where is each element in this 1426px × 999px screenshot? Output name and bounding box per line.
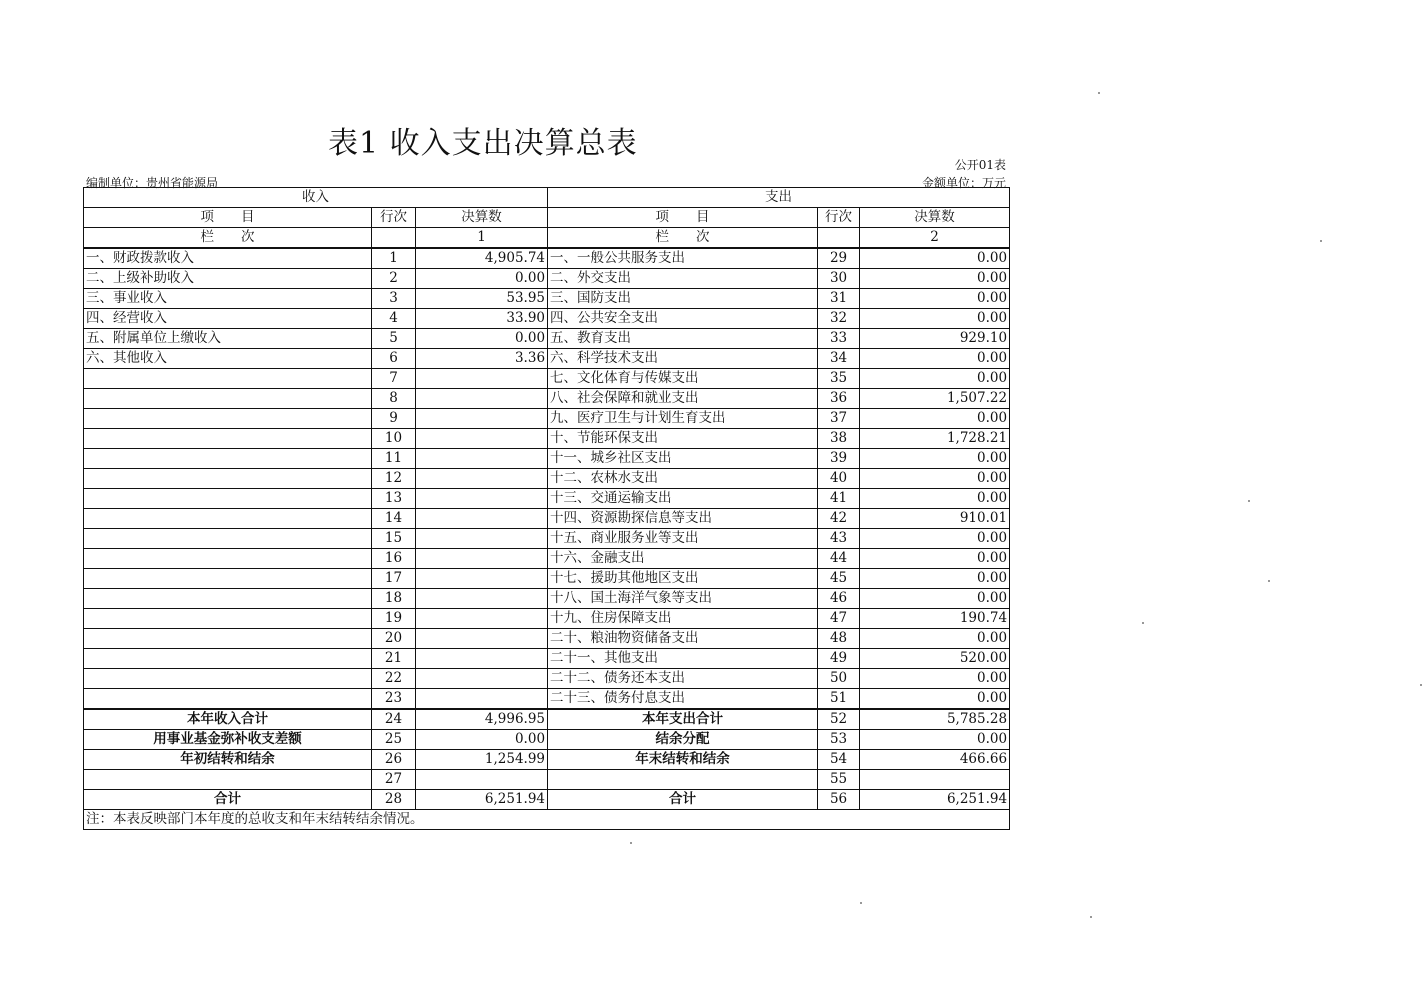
income-item bbox=[84, 509, 372, 529]
expense-amount: 1,728.21 bbox=[860, 429, 1010, 449]
expense-amount: 0.00 bbox=[860, 369, 1010, 389]
expense-amount: 0.00 bbox=[860, 549, 1010, 569]
summary-row bbox=[84, 770, 1010, 790]
table-row bbox=[84, 529, 1010, 549]
income-row-no: 5 bbox=[372, 329, 416, 349]
expense-section-header: 支出 bbox=[548, 188, 1010, 208]
expense-row-no: 29 bbox=[818, 248, 860, 269]
income-row-no: 27 bbox=[372, 770, 416, 790]
expense-item: 五、教育支出 bbox=[548, 329, 818, 349]
expense-item: 七、文化体育与传媒支出 bbox=[548, 369, 818, 389]
expense-item: 十四、资源勘探信息等支出 bbox=[548, 509, 818, 529]
table-row bbox=[84, 248, 1010, 269]
income-row-no: 9 bbox=[372, 409, 416, 429]
scan-speck bbox=[1248, 500, 1250, 502]
expense-amount: 0.00 bbox=[860, 449, 1010, 469]
expense-row-no: 45 bbox=[818, 569, 860, 589]
expense-amount: 1,507.22 bbox=[860, 389, 1010, 409]
expense-amount: 0.00 bbox=[860, 689, 1010, 710]
income-item bbox=[84, 569, 372, 589]
income-amount: 6,251.94 bbox=[416, 790, 548, 810]
scan-speck bbox=[1420, 684, 1422, 686]
expense-item: 十二、农林水支出 bbox=[548, 469, 818, 489]
expense-amount: 0.00 bbox=[860, 349, 1010, 369]
income-row-no: 24 bbox=[372, 709, 416, 730]
form-code: 公开01表 bbox=[954, 158, 1006, 172]
expense-item: 三、国防支出 bbox=[548, 289, 818, 309]
income-amount bbox=[416, 529, 548, 549]
income-amount bbox=[416, 549, 548, 569]
summary-row bbox=[84, 790, 1010, 810]
income-item: 三、事业收入 bbox=[84, 289, 372, 309]
expense-row-no-header: 行次 bbox=[818, 208, 860, 228]
table-row bbox=[84, 669, 1010, 689]
expense-amount: 0.00 bbox=[860, 469, 1010, 489]
income-amount-header: 决算数 bbox=[416, 208, 548, 228]
income-row-no: 1 bbox=[372, 248, 416, 269]
expense-item: 十、节能环保支出 bbox=[548, 429, 818, 449]
income-amount bbox=[416, 629, 548, 649]
expense-amount: 466.66 bbox=[860, 750, 1010, 770]
expense-item: 二十、粮油物资储备支出 bbox=[548, 629, 818, 649]
expense-item: 本年支出合计 bbox=[548, 709, 818, 730]
expense-item: 年末结转和结余 bbox=[548, 750, 818, 770]
scan-speck bbox=[1090, 916, 1092, 918]
table-row bbox=[84, 429, 1010, 449]
expense-row-no: 52 bbox=[818, 709, 860, 730]
expense-row-no: 31 bbox=[818, 289, 860, 309]
expense-item: 十七、援助其他地区支出 bbox=[548, 569, 818, 589]
table-row bbox=[84, 309, 1010, 329]
income-item bbox=[84, 529, 372, 549]
table-row bbox=[84, 689, 1010, 710]
expense-item: 一、一般公共服务支出 bbox=[548, 248, 818, 269]
column-number-row bbox=[84, 228, 1010, 249]
summary-row bbox=[84, 750, 1010, 770]
expense-row-no: 44 bbox=[818, 549, 860, 569]
expense-row-no: 41 bbox=[818, 489, 860, 509]
income-item bbox=[84, 589, 372, 609]
expense-item: 六、科学技术支出 bbox=[548, 349, 818, 369]
expense-item: 四、公共安全支出 bbox=[548, 309, 818, 329]
income-item bbox=[84, 469, 372, 489]
expense-row-no: 49 bbox=[818, 649, 860, 669]
expense-item: 二、外交支出 bbox=[548, 269, 818, 289]
income-item-header: 项 目 bbox=[84, 208, 372, 228]
expense-item: 合计 bbox=[548, 790, 818, 810]
expense-item: 十一、城乡社区支出 bbox=[548, 449, 818, 469]
income-item bbox=[84, 449, 372, 469]
expense-amount: 0.00 bbox=[860, 589, 1010, 609]
expense-item: 十五、商业服务业等支出 bbox=[548, 529, 818, 549]
expense-row-no: 48 bbox=[818, 629, 860, 649]
summary-row bbox=[84, 709, 1010, 730]
expense-amount: 0.00 bbox=[860, 409, 1010, 429]
expense-item: 八、社会保障和就业支出 bbox=[548, 389, 818, 409]
expense-row-no: 37 bbox=[818, 409, 860, 429]
table-row bbox=[84, 629, 1010, 649]
income-amount bbox=[416, 449, 548, 469]
expense-item: 结余分配 bbox=[548, 730, 818, 750]
expense-amount: 0.00 bbox=[860, 629, 1010, 649]
expense-row-no: 38 bbox=[818, 429, 860, 449]
income-row-no: 3 bbox=[372, 289, 416, 309]
income-item bbox=[84, 429, 372, 449]
income-row-no-blank bbox=[372, 228, 416, 249]
income-item bbox=[84, 629, 372, 649]
income-amount bbox=[416, 489, 548, 509]
income-row-no-header: 行次 bbox=[372, 208, 416, 228]
income-item bbox=[84, 669, 372, 689]
table-row bbox=[84, 649, 1010, 669]
income-row-no: 2 bbox=[372, 269, 416, 289]
expense-row-no: 32 bbox=[818, 309, 860, 329]
income-item: 一、财政拨款收入 bbox=[84, 248, 372, 269]
expense-amount: 0.00 bbox=[860, 529, 1010, 549]
column-header-row bbox=[84, 208, 1010, 228]
income-item: 本年收入合计 bbox=[84, 709, 372, 730]
scan-speck bbox=[1268, 580, 1270, 582]
expense-amount: 0.00 bbox=[860, 569, 1010, 589]
income-item bbox=[84, 409, 372, 429]
table-row bbox=[84, 389, 1010, 409]
scan-speck bbox=[1098, 92, 1100, 94]
expense-item: 十九、住房保障支出 bbox=[548, 609, 818, 629]
table-note: 注：本表反映部门本年度的总收支和年末结转结余情况。 bbox=[84, 810, 1010, 830]
table-row bbox=[84, 569, 1010, 589]
expense-item: 十八、国土海洋气象等支出 bbox=[548, 589, 818, 609]
table-row bbox=[84, 369, 1010, 389]
income-row-no: 8 bbox=[372, 389, 416, 409]
expense-row-no: 53 bbox=[818, 730, 860, 750]
expense-amount: 0.00 bbox=[860, 489, 1010, 509]
income-amount bbox=[416, 770, 548, 790]
expense-row-no: 42 bbox=[818, 509, 860, 529]
income-row-no: 15 bbox=[372, 529, 416, 549]
income-row-no: 21 bbox=[372, 649, 416, 669]
table-row bbox=[84, 269, 1010, 289]
expense-amount: 0.00 bbox=[860, 730, 1010, 750]
expense-item: 二十一、其他支出 bbox=[548, 649, 818, 669]
income-item bbox=[84, 369, 372, 389]
table-row bbox=[84, 549, 1010, 569]
income-row-no: 6 bbox=[372, 349, 416, 369]
income-amount bbox=[416, 509, 548, 529]
expense-row-no: 50 bbox=[818, 669, 860, 689]
income-amount bbox=[416, 389, 548, 409]
income-item bbox=[84, 389, 372, 409]
income-row-no: 18 bbox=[372, 589, 416, 609]
expense-amount: 0.00 bbox=[860, 669, 1010, 689]
compiler-unit: 编制单位：贵州省能源局 bbox=[86, 176, 219, 190]
summary-row bbox=[84, 730, 1010, 750]
table-row bbox=[84, 449, 1010, 469]
income-amount bbox=[416, 649, 548, 669]
income-amount bbox=[416, 429, 548, 449]
income-item: 五、附属单位上缴收入 bbox=[84, 329, 372, 349]
expense-amount-header: 决算数 bbox=[860, 208, 1010, 228]
expense-row-no: 54 bbox=[818, 750, 860, 770]
expense-column-label: 栏 次 bbox=[548, 228, 818, 249]
expense-amount: 0.00 bbox=[860, 248, 1010, 269]
table-row bbox=[84, 349, 1010, 369]
expense-item: 二十三、债务付息支出 bbox=[548, 689, 818, 710]
expense-amount: 910.01 bbox=[860, 509, 1010, 529]
income-column-label: 栏 次 bbox=[84, 228, 372, 249]
expense-row-no: 34 bbox=[818, 349, 860, 369]
income-column-number: 1 bbox=[416, 228, 548, 249]
table-row bbox=[84, 289, 1010, 309]
scan-speck bbox=[1142, 622, 1144, 624]
income-row-no: 4 bbox=[372, 309, 416, 329]
income-item: 合计 bbox=[84, 790, 372, 810]
expense-row-no: 40 bbox=[818, 469, 860, 489]
table-row bbox=[84, 609, 1010, 629]
income-row-no: 28 bbox=[372, 790, 416, 810]
expense-item: 二十二、债务还本支出 bbox=[548, 669, 818, 689]
income-row-no: 25 bbox=[372, 730, 416, 750]
expense-column-number: 2 bbox=[860, 228, 1010, 249]
expense-amount: 0.00 bbox=[860, 309, 1010, 329]
expense-amount: 929.10 bbox=[860, 329, 1010, 349]
income-item bbox=[84, 770, 372, 790]
expense-row-no: 51 bbox=[818, 689, 860, 710]
income-row-no: 20 bbox=[372, 629, 416, 649]
expense-amount bbox=[860, 770, 1010, 790]
income-row-no: 14 bbox=[372, 509, 416, 529]
income-row-no: 19 bbox=[372, 609, 416, 629]
income-item bbox=[84, 609, 372, 629]
amount-unit: 金额单位：万元 bbox=[921, 176, 1006, 190]
income-amount bbox=[416, 569, 548, 589]
expense-item: 九、医疗卫生与计划生育支出 bbox=[548, 409, 818, 429]
income-item: 用事业基金弥补收支差额 bbox=[84, 730, 372, 750]
expense-item: 十三、交通运输支出 bbox=[548, 489, 818, 509]
income-item bbox=[84, 489, 372, 509]
income-row-no: 11 bbox=[372, 449, 416, 469]
income-item: 四、经营收入 bbox=[84, 309, 372, 329]
expense-row-no: 36 bbox=[818, 389, 860, 409]
table-row bbox=[84, 329, 1010, 349]
income-item bbox=[84, 689, 372, 710]
expense-row-no: 35 bbox=[818, 369, 860, 389]
expense-row-no: 56 bbox=[818, 790, 860, 810]
income-row-no: 10 bbox=[372, 429, 416, 449]
expense-item-header: 项 目 bbox=[548, 208, 818, 228]
income-amount bbox=[416, 469, 548, 489]
income-section-header: 收入 bbox=[84, 188, 548, 208]
expense-row-no-blank bbox=[818, 228, 860, 249]
table-row bbox=[84, 589, 1010, 609]
expense-item: 十六、金融支出 bbox=[548, 549, 818, 569]
income-amount bbox=[416, 609, 548, 629]
scan-speck bbox=[1320, 240, 1322, 242]
expense-amount: 0.00 bbox=[860, 269, 1010, 289]
expense-amount: 6,251.94 bbox=[860, 790, 1010, 810]
income-row-no: 26 bbox=[372, 750, 416, 770]
income-amount bbox=[416, 589, 548, 609]
scan-speck bbox=[860, 902, 862, 904]
expense-amount: 5,785.28 bbox=[860, 709, 1010, 730]
expense-row-no: 33 bbox=[818, 329, 860, 349]
table-row bbox=[84, 409, 1010, 429]
income-row-no: 12 bbox=[372, 469, 416, 489]
income-row-no: 16 bbox=[372, 549, 416, 569]
expense-amount: 190.74 bbox=[860, 609, 1010, 629]
income-amount: 4,996.95 bbox=[416, 709, 548, 730]
expense-amount: 520.00 bbox=[860, 649, 1010, 669]
income-amount: 4,905.74 bbox=[416, 248, 548, 269]
table-row bbox=[84, 469, 1010, 489]
income-amount: 53.95 bbox=[416, 289, 548, 309]
income-amount bbox=[416, 669, 548, 689]
table-row bbox=[84, 509, 1010, 529]
income-row-no: 23 bbox=[372, 689, 416, 710]
income-item bbox=[84, 649, 372, 669]
income-amount: 0.00 bbox=[416, 269, 548, 289]
expense-amount: 0.00 bbox=[860, 289, 1010, 309]
scan-speck bbox=[630, 842, 632, 844]
income-amount: 1,254.99 bbox=[416, 750, 548, 770]
income-item: 六、其他收入 bbox=[84, 349, 372, 369]
note-row bbox=[84, 810, 1010, 830]
income-amount: 0.00 bbox=[416, 329, 548, 349]
income-amount: 33.90 bbox=[416, 309, 548, 329]
income-row-no: 22 bbox=[372, 669, 416, 689]
income-row-no: 13 bbox=[372, 489, 416, 509]
expense-row-no: 30 bbox=[818, 269, 860, 289]
income-item: 二、上级补助收入 bbox=[84, 269, 372, 289]
income-amount bbox=[416, 689, 548, 710]
income-amount bbox=[416, 409, 548, 429]
income-row-no: 7 bbox=[372, 369, 416, 389]
budget-summary-table bbox=[83, 187, 1010, 830]
income-amount: 0.00 bbox=[416, 730, 548, 750]
income-item bbox=[84, 549, 372, 569]
expense-row-no: 47 bbox=[818, 609, 860, 629]
expense-item bbox=[548, 770, 818, 790]
income-row-no: 17 bbox=[372, 569, 416, 589]
income-item: 年初结转和结余 bbox=[84, 750, 372, 770]
expense-row-no: 43 bbox=[818, 529, 860, 549]
expense-row-no: 55 bbox=[818, 770, 860, 790]
section-header-row bbox=[84, 188, 1010, 208]
table-row bbox=[84, 489, 1010, 509]
income-amount: 3.36 bbox=[416, 349, 548, 369]
page-title: 表1 收入支出决算总表 bbox=[328, 126, 638, 161]
income-amount bbox=[416, 369, 548, 389]
expense-row-no: 39 bbox=[818, 449, 860, 469]
expense-row-no: 46 bbox=[818, 589, 860, 609]
